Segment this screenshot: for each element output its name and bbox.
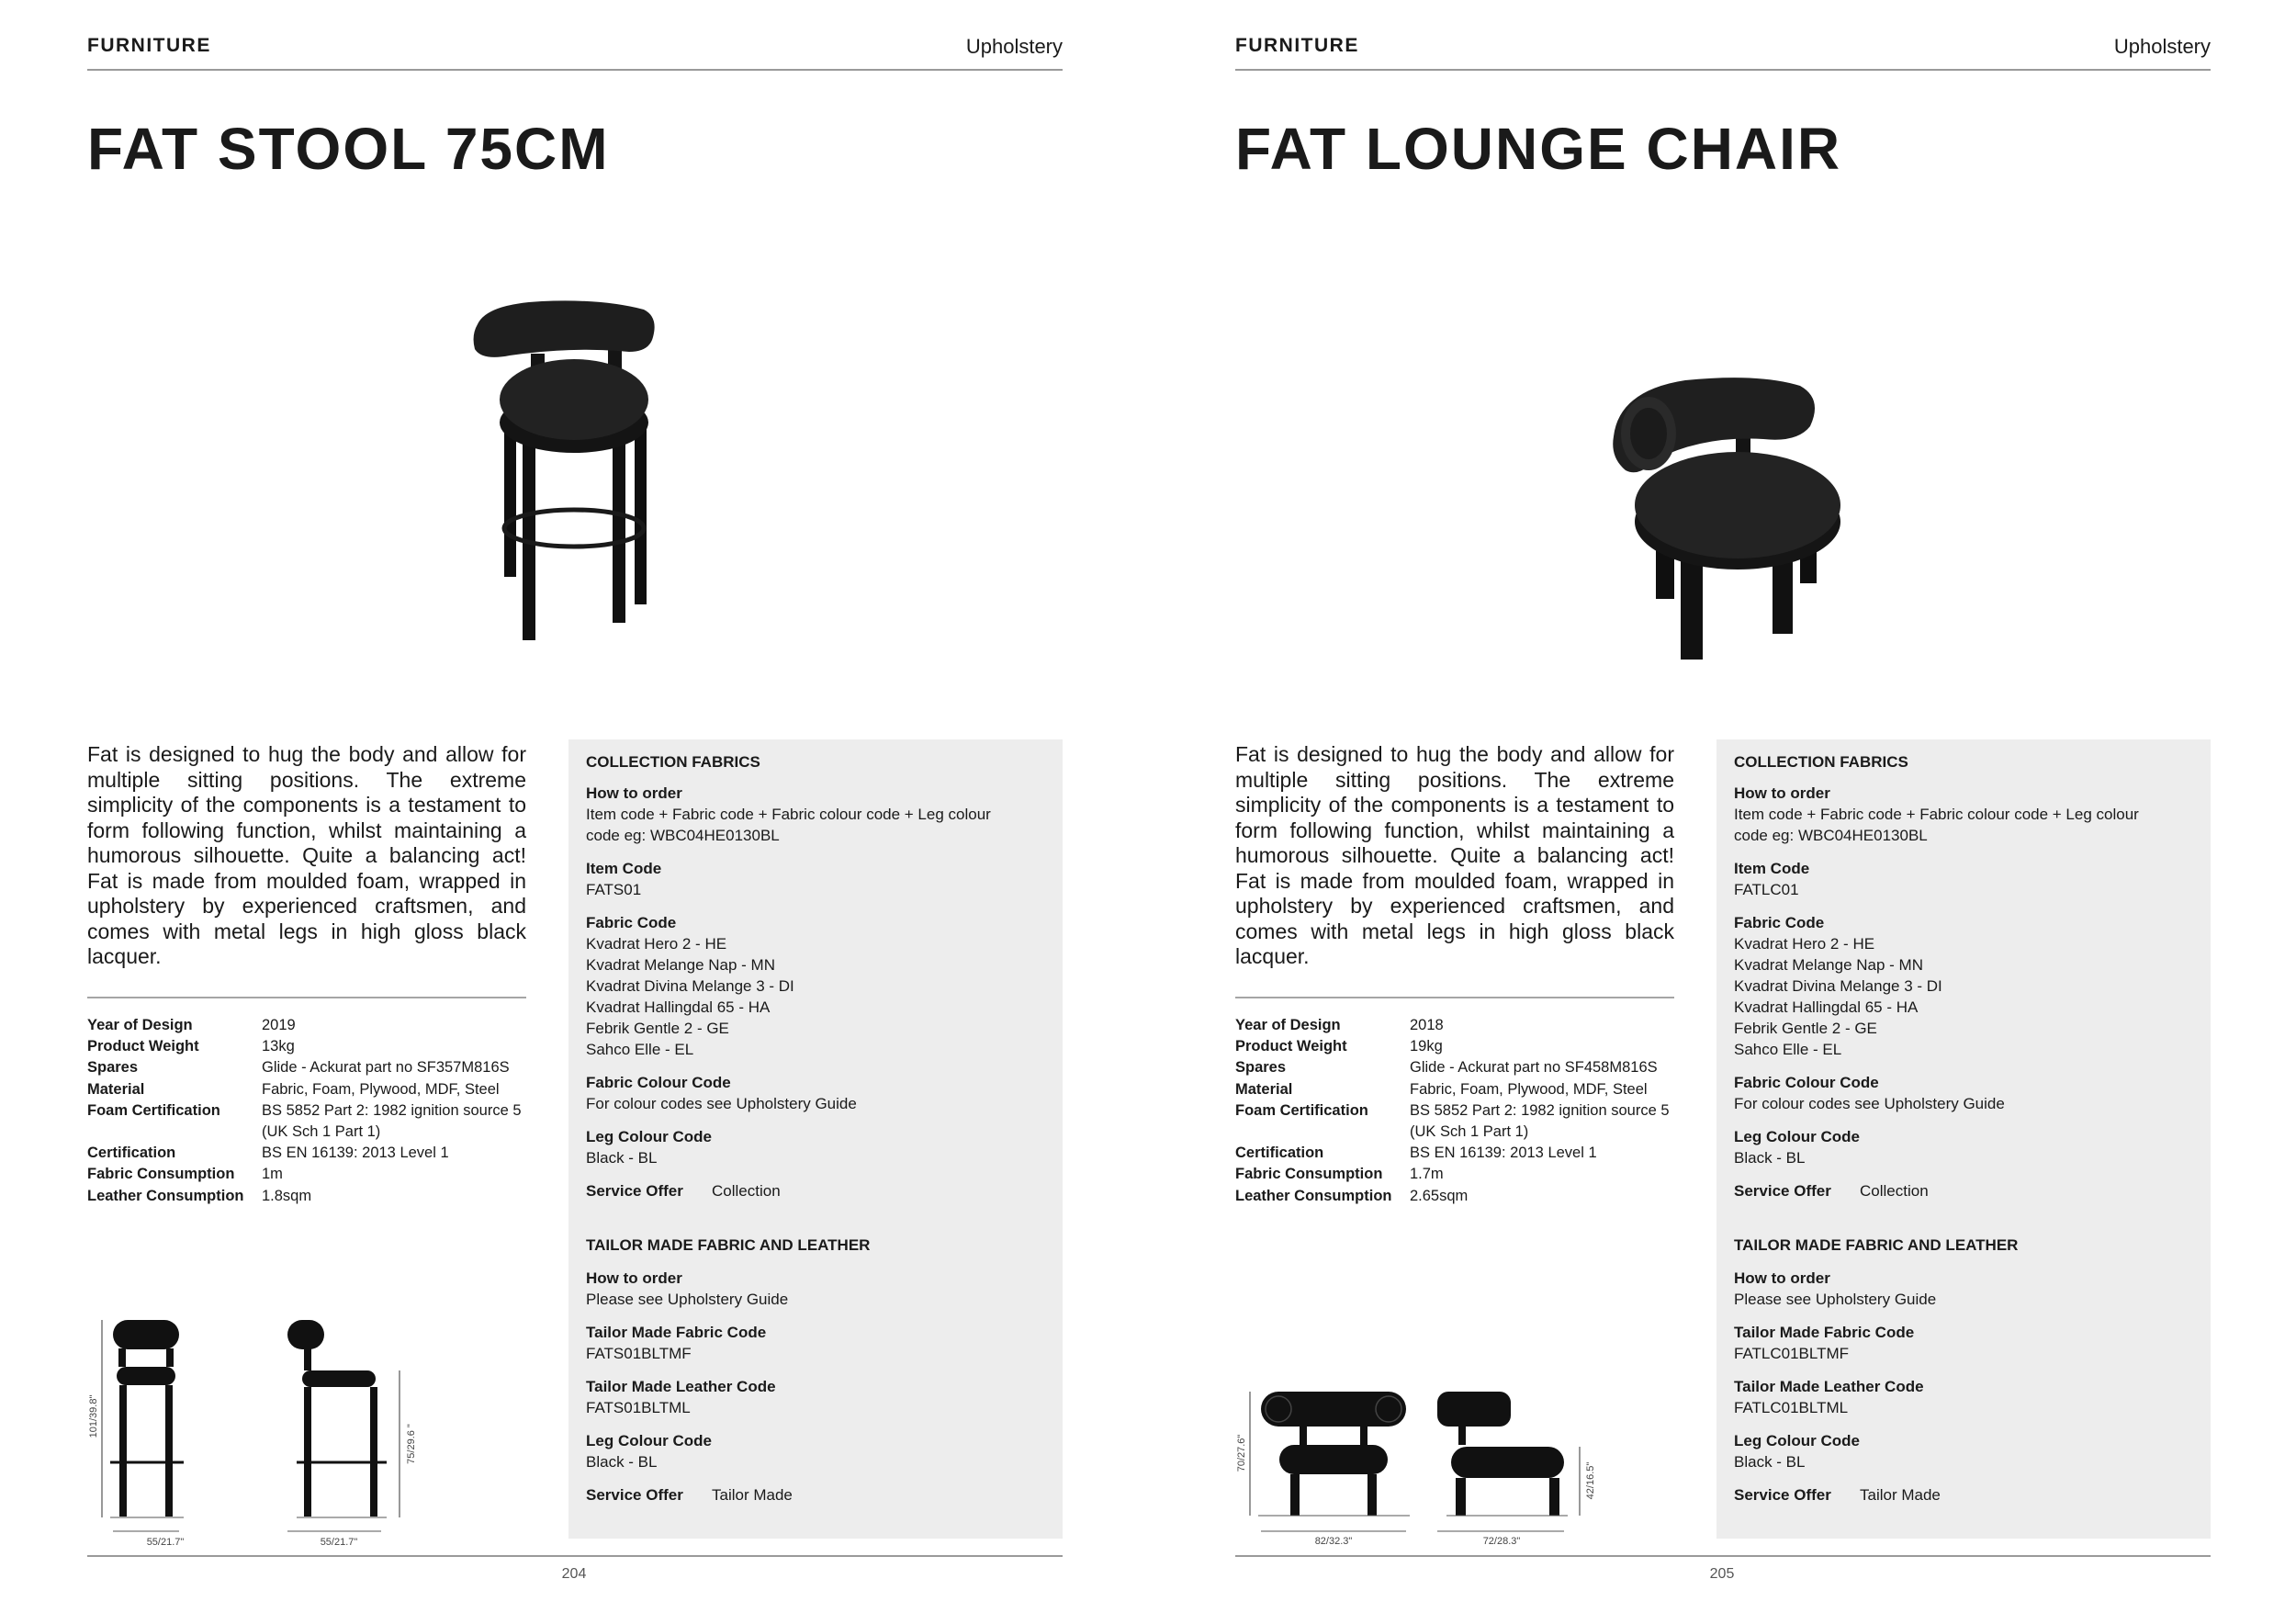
spec-value: Fabric, Foam, Plywood, MDF, Steel	[1410, 1080, 1648, 1098]
spec-value: 2018	[1410, 1017, 1444, 1033]
front-width-dimension-label: 55/21.7"	[146, 1537, 185, 1548]
spec-value: Glide - Ackurat part no SF357M816S	[262, 1059, 510, 1077]
front-width-dimension-label: 82/32.3"	[1314, 1536, 1353, 1547]
footer-divider	[1235, 1555, 2211, 1557]
tailor-how-text: Please see Upholstery Guide	[1734, 1291, 1937, 1308]
spec-label: Leather Consumption	[1235, 1187, 1392, 1204]
fabric-code-item: Sahco Elle - EL	[586, 1041, 694, 1058]
how-to-order-label: How to order	[1734, 784, 1830, 802]
height-dimension-label: 70/27.6"	[1236, 1434, 1247, 1472]
category-label: Upholstery	[965, 35, 1063, 58]
spec-label: Year of Design	[1235, 1017, 1341, 1033]
spec-value: 2019	[262, 1017, 296, 1033]
dimension-drawings	[1226, 1378, 1612, 1552]
stool-side-backrest	[287, 1320, 324, 1349]
side-depth-dimension-label: 72/28.3"	[1482, 1536, 1521, 1547]
spec-row	[1235, 1057, 1685, 1078]
spec-value: 1m	[262, 1166, 283, 1183]
catalog-page-right	[1148, 0, 2296, 1624]
footer-divider	[87, 1555, 1063, 1557]
spec-row	[87, 1164, 537, 1185]
service-offer-label: Service Offer	[1734, 1182, 1831, 1200]
item-code: FATLC01	[1734, 881, 1799, 898]
spec-row	[87, 1036, 537, 1057]
tailor-how-label: How to order	[1734, 1269, 1830, 1287]
stool-front-backrest	[113, 1320, 179, 1349]
fabric-code-item: Kvadrat Hero 2 - HE	[1734, 935, 1875, 953]
spec-row	[1235, 1164, 1685, 1185]
spec-value: 1.7m	[1410, 1166, 1444, 1183]
section-label: FURNITURE	[1235, 35, 1359, 56]
spec-value: 2.65sqm	[1410, 1187, 1469, 1204]
page-number: 204	[561, 1566, 587, 1582]
spec-value: BS EN 16139: 2013 Level 1	[1410, 1145, 1597, 1162]
spec-label: Spares	[1235, 1059, 1287, 1077]
fabric-colour-text: For colour codes see Upholstery Guide	[586, 1095, 857, 1112]
spec-value: 13kg	[262, 1038, 295, 1055]
spec-label: Certification	[87, 1145, 176, 1162]
tailor-service-offer-label: Service Offer	[1734, 1486, 1831, 1504]
tailor-how-label: How to order	[586, 1269, 682, 1287]
fabric-colour-label: Fabric Colour Code	[586, 1074, 731, 1091]
fabric-colour-text: For colour codes see Upholstery Guide	[1734, 1095, 2005, 1112]
leg-colour-value: Black - BL	[586, 1149, 658, 1167]
tailor-service-offer-value: Tailor Made	[1860, 1486, 1941, 1504]
spec-value: 19kg	[1410, 1038, 1443, 1055]
collection-fabrics-heading: COLLECTION FABRICS	[586, 753, 760, 771]
spec-row	[1235, 1036, 1685, 1057]
fabric-code-item: Febrik Gentle 2 - GE	[586, 1020, 729, 1037]
tailor-service-offer-value: Tailor Made	[712, 1486, 793, 1504]
section-label: FURNITURE	[87, 35, 211, 56]
side-depth-dimension-label: 55/21.7"	[320, 1537, 358, 1548]
spec-label: Certification	[1235, 1145, 1324, 1162]
fabric-code-label: Fabric Code	[1734, 914, 1825, 931]
fabric-code-item: Febrik Gentle 2 - GE	[1734, 1020, 1877, 1037]
spec-label: Material	[1235, 1080, 1293, 1098]
spec-row	[1235, 1015, 1685, 1036]
service-offer-value: Collection	[712, 1182, 781, 1200]
spec-value: Fabric, Foam, Plywood, MDF, Steel	[262, 1080, 500, 1098]
header-divider	[87, 69, 1063, 71]
ordering-panel	[568, 739, 1063, 1539]
fabric-code-label: Fabric Code	[586, 914, 677, 931]
fabric-code-item: Kvadrat Divina Melange 3 - DI	[586, 977, 794, 995]
seat-height-dimension-label: 42/16.5"	[1585, 1461, 1596, 1500]
tailor-leather-code-label: Tailor Made Leather Code	[1734, 1378, 1924, 1395]
tailor-fabric-code: FATS01BLTMF	[586, 1345, 692, 1362]
spec-row	[1235, 1079, 1685, 1100]
lounge-chair-photo	[1593, 367, 1869, 671]
tailor-made-heading: TAILOR MADE FABRIC AND LEATHER	[1734, 1236, 2019, 1254]
spec-label: Leather Consumption	[87, 1187, 244, 1204]
spec-row	[87, 1143, 537, 1164]
tailor-leg-colour-value: Black - BL	[586, 1453, 658, 1471]
service-offer-label: Service Offer	[586, 1182, 683, 1200]
item-code-label: Item Code	[586, 860, 662, 877]
collection-fabrics-heading: COLLECTION FABRICS	[1734, 753, 1908, 771]
how-to-order-text: Item code + Fabric code + Fabric colour code + Leg colour	[1734, 806, 2139, 823]
category-label: Upholstery	[2113, 35, 2211, 58]
spec-value: BS 5852 Part 2: 1982 ignition source 5 (UK Sch 1 Part 1)	[1410, 1101, 1670, 1141]
spec-label: Fabric Consumption	[1235, 1166, 1383, 1183]
leg-colour-label: Leg Colour Code	[586, 1128, 712, 1145]
fabric-code-item: Sahco Elle - EL	[1734, 1041, 1842, 1058]
how-to-order-label: How to order	[586, 784, 682, 802]
stool-front-seat	[117, 1367, 175, 1385]
description-divider	[1235, 997, 1674, 998]
product-description: Fat is designed to hug the body and allow for multiple sitting positions. The extreme simplicity of the components is a testament to form following function, whilst maintaining a humorous silhouette. Quite a balancing act! Fat is made from moulded foam, wrapped in upholstery by experienced craftsmen, and comes with metal legs in high gloss black lacquer.	[1235, 742, 1674, 968]
tailor-fabric-code-label: Tailor Made Fabric Code	[1734, 1324, 1915, 1341]
height-dimension-label: 101/39.8"	[88, 1394, 99, 1438]
spec-label: Fabric Consumption	[87, 1166, 235, 1183]
item-code: FATS01	[586, 881, 642, 898]
leg-colour-label: Leg Colour Code	[1734, 1128, 1860, 1145]
spec-value: Glide - Ackurat part no SF458M816S	[1410, 1059, 1658, 1077]
stool-side-seat	[302, 1370, 376, 1387]
tailor-leg-colour-label: Leg Colour Code	[586, 1432, 712, 1449]
header-divider	[1235, 69, 2211, 71]
spec-label: Product Weight	[1235, 1038, 1347, 1055]
fabric-code-item: Kvadrat Melange Nap - MN	[586, 956, 775, 974]
spec-label: Foam Certification	[1235, 1101, 1368, 1119]
fabric-code-item: Kvadrat Hallingdal 65 - HA	[1734, 998, 1919, 1016]
spec-label: Foam Certification	[87, 1101, 220, 1119]
fabric-colour-label: Fabric Colour Code	[1734, 1074, 1879, 1091]
fabric-code-item: Kvadrat Hallingdal 65 - HA	[586, 998, 771, 1016]
spec-row	[87, 1015, 537, 1036]
specifications-table	[1235, 1015, 1685, 1207]
tailor-service-offer-row	[586, 1486, 793, 1505]
item-code-label: Item Code	[1734, 860, 1810, 877]
specifications-table	[87, 1015, 537, 1207]
spec-value: 1.8sqm	[262, 1187, 312, 1204]
seat-height-dimension-label: 75/29.6 "	[406, 1424, 417, 1464]
how-to-order-text: code eg: WBC04HE0130BL	[586, 827, 780, 844]
fabric-code-item: Kvadrat Melange Nap - MN	[1734, 956, 1923, 974]
tailor-leg-colour-label: Leg Colour Code	[1734, 1432, 1860, 1449]
chair-front-seat	[1279, 1445, 1388, 1474]
how-to-order-text: Item code + Fabric code + Fabric colour code + Leg colour	[586, 806, 991, 823]
tailor-fabric-code: FATLC01BLTMF	[1734, 1345, 1850, 1362]
spec-value: BS EN 16139: 2013 Level 1	[262, 1145, 449, 1162]
product-title: FAT STOOL 75CM	[87, 116, 610, 182]
fabric-code-item: Kvadrat Hero 2 - HE	[586, 935, 727, 953]
chair-side-seat	[1451, 1447, 1564, 1478]
ordering-panel	[1716, 739, 2211, 1539]
spec-row	[1235, 1143, 1685, 1164]
spec-row	[1235, 1100, 1685, 1143]
tailor-leather-code: FATS01BLTML	[586, 1399, 691, 1416]
spec-label: Year of Design	[87, 1017, 193, 1033]
spec-label: Material	[87, 1080, 145, 1098]
spec-row	[87, 1100, 537, 1143]
tailor-leather-code: FATLC01BLTML	[1734, 1399, 1849, 1416]
spec-value: BS 5852 Part 2: 1982 ignition source 5 (UK Sch 1 Part 1)	[262, 1101, 522, 1141]
bar-stool-photo	[455, 299, 693, 671]
spec-label: Product Weight	[87, 1038, 199, 1055]
tailor-fabric-code-label: Tailor Made Fabric Code	[586, 1324, 767, 1341]
tailor-how-text: Please see Upholstery Guide	[586, 1291, 789, 1308]
page-number: 205	[1709, 1566, 1735, 1582]
tailor-leg-colour-value: Black - BL	[1734, 1453, 1806, 1471]
service-offer-value: Collection	[1860, 1182, 1929, 1200]
tailor-leather-code-label: Tailor Made Leather Code	[586, 1378, 776, 1395]
service-offer-row	[586, 1182, 781, 1201]
spec-row	[87, 1079, 537, 1100]
leg-colour-value: Black - BL	[1734, 1149, 1806, 1167]
tailor-service-offer-row	[1734, 1486, 1941, 1505]
service-offer-row	[1734, 1182, 1929, 1201]
tailor-service-offer-label: Service Offer	[586, 1486, 683, 1504]
product-description: Fat is designed to hug the body and allow for multiple sitting positions. The extreme simplicity of the components is a testament to form following function, whilst maintaining a humorous silhouette. Quite a balancing act! Fat is made from moulded foam, wrapped in upholstery by experienced craftsmen, and comes with metal legs in high gloss black lacquer.	[87, 742, 526, 968]
how-to-order-text: code eg: WBC04HE0130BL	[1734, 827, 1928, 844]
description-divider	[87, 997, 526, 998]
tailor-made-heading: TAILOR MADE FABRIC AND LEATHER	[586, 1236, 871, 1254]
spec-row	[1235, 1186, 1685, 1207]
spec-row	[87, 1186, 537, 1207]
spec-label: Spares	[87, 1059, 139, 1077]
chair-side-backrest	[1437, 1392, 1511, 1427]
spec-row	[87, 1057, 537, 1078]
fabric-code-item: Kvadrat Divina Melange 3 - DI	[1734, 977, 1942, 995]
product-title: FAT LOUNGE CHAIR	[1235, 116, 1842, 182]
dimension-drawings	[78, 1304, 464, 1552]
